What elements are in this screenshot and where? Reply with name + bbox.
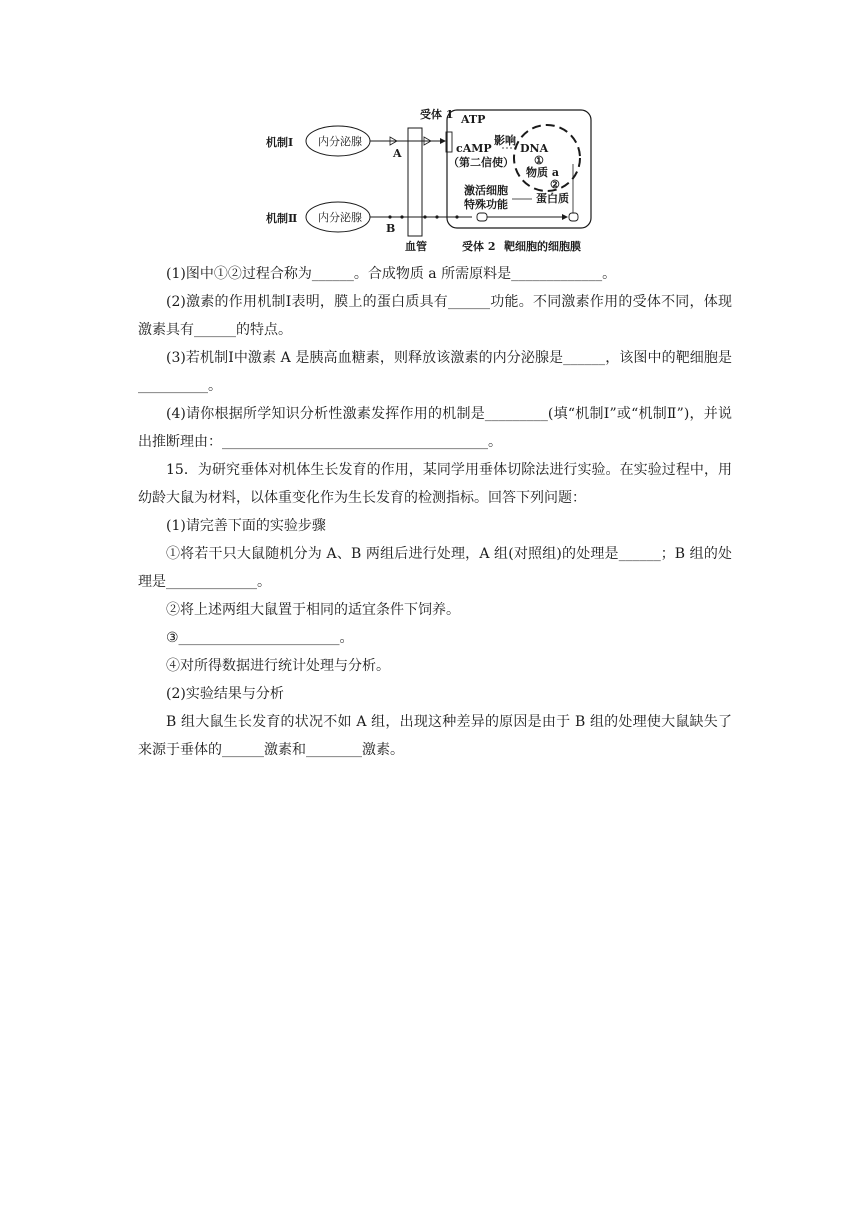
blood-vessel [408,128,422,236]
step-2-label: ② [550,178,560,191]
receptor-2-label: 受体 2 [462,240,496,253]
hormone-b-dot [455,215,458,218]
receptor-1-label: 受体 1 [420,108,454,121]
mechanism-2-label: 机制Ⅱ [266,212,298,225]
hormone-a-label: A [393,147,402,160]
mech1-arrowhead [440,138,446,144]
q14-part3: (3)若机制Ⅰ中激素 A 是胰高血糖素，则释放该激素的内分泌腺是______，该图中的靶细胞是__________。 [138,350,732,394]
hormone-b-dot [423,215,426,218]
hormone-mechanism-diagram [262,106,598,254]
complex-marker [569,213,578,221]
gland-label-2: 内分泌腺 [318,211,362,224]
activate-label-1: 激活细胞 [464,184,508,197]
camp-label: cAMP [456,142,492,155]
receptor-2 [477,213,487,221]
hormone-b-dot [400,215,403,218]
mechanism-1-label: 机制Ⅰ [266,136,294,149]
second-messenger-label: （第二信使） [448,156,514,169]
receptor-2-arrowhead [562,214,568,220]
hormone-b-label: B [386,222,396,235]
q14-part1: (1)图中①②过程合称为______。合成物质 a 所需原料是_____________。 [166,266,617,282]
hormone-b-dot [435,215,438,218]
q15-part1-heading: (1)请完善下面的实验步骤 [166,518,326,534]
q15-part2-heading: (2)实验结果与分析 [166,686,284,702]
protein-label: 蛋白质 [536,192,569,205]
hormone-b-dot [388,215,391,218]
blood-vessel-label: 血管 [405,240,427,253]
nucleus [514,125,580,191]
q14-part4: (4)请你根据所学知识分析性激素发挥作用的机制是_________(填“机制Ⅰ”或“机制Ⅱ”)，并说出推断理由：______________________________________。 [138,406,732,450]
influence-label: 影响 [494,134,516,147]
q15-step2: ②将上述两组大鼠置于相同的适宜条件下饲养。 [166,602,460,618]
q15-stem: 15．为研究垂体对机体生长发育的作用，某同学用垂体切除法进行实验。在实验过程中，用幼龄大鼠为材料，以体重变化作为生长发育的检测指标。回答下列问题： [138,462,732,506]
dna-label: DNA [520,142,549,155]
substance-a-label: 物质 a [526,166,559,179]
target-membrane-label: 靶细胞的细胞膜 [504,240,581,253]
step-1-label: ① [534,154,544,167]
q15-result: B 组大鼠生长发育的状况不如 A 组，出现这种差异的原因是由于 B 组的处理使大鼠缺失了来源于垂体的______激素和________激素。 [138,714,732,758]
q15-step4: ④对所得数据进行统计处理与分析。 [166,658,390,674]
atp-label: ATP [461,113,486,126]
activate-label-2: 特殊功能 [464,198,508,211]
question-text [138,260,732,764]
q15-step3: ③_______________________。 [166,630,354,646]
q14-part2: (2)激素的作用机制Ⅰ表明，膜上的蛋白质具有______功能。不同激素作用的受体不同，体现激素具有______的特点。 [138,294,732,338]
q15-step1: ①将若干只大鼠随机分为 A、B 两组后进行处理，A 组(对照组)的处理是______；B 组的处理是_____________。 [138,546,732,590]
gland-label-1: 内分泌腺 [318,135,362,148]
